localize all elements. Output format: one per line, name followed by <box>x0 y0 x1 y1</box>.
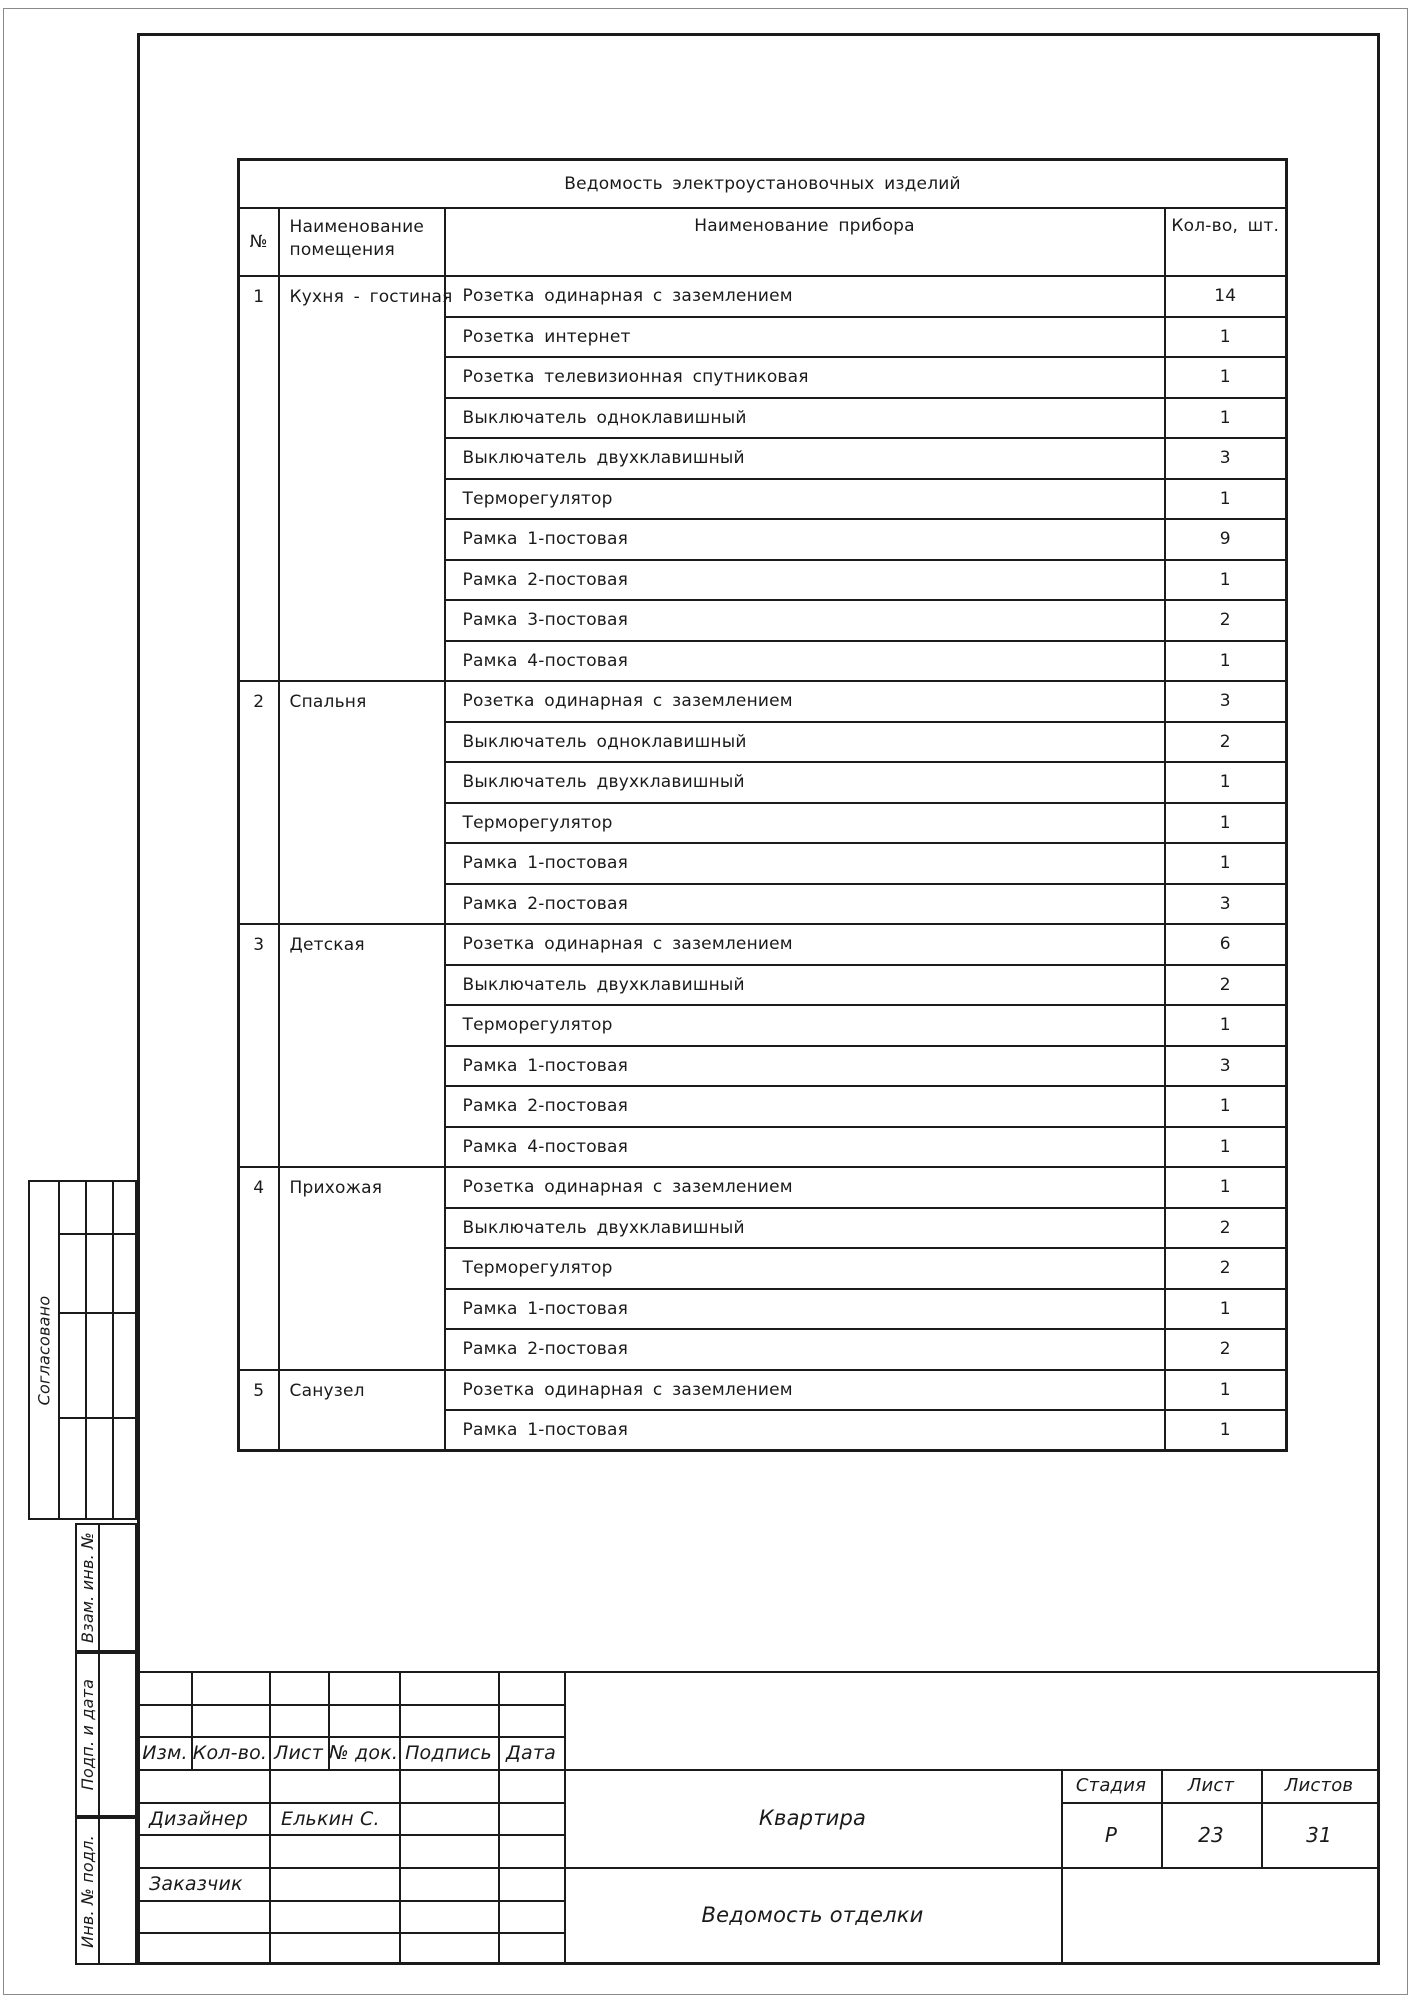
device-name: Рамка 4-постовая <box>445 1127 1165 1168</box>
stage-label: Стадия <box>1075 1775 1147 1796</box>
room-name: Прихожая <box>279 1167 445 1370</box>
device-name: Розетка одинарная с заземлением <box>445 276 1165 317</box>
inv-orig-label-box <box>77 1819 98 1963</box>
device-name: Рамка 3-постовая <box>445 600 1165 641</box>
table-row <box>239 1167 1287 1208</box>
device-qty: 14 <box>1165 276 1287 317</box>
device-name: Рамка 2-постовая <box>445 560 1165 601</box>
device-qty: 2 <box>1165 600 1287 641</box>
section-number: 1 <box>239 276 279 681</box>
device-name: Розетка одинарная с заземлением <box>445 681 1165 722</box>
device-qty: 2 <box>1165 1208 1287 1249</box>
device-qty: 1 <box>1165 1167 1287 1208</box>
device-name: Розетка телевизионная спутниковая <box>445 357 1165 398</box>
project-name: Квартира <box>758 1806 867 1830</box>
grid-line <box>139 1704 564 1706</box>
stage-value: Р <box>1104 1822 1118 1847</box>
device-name: Рамка 1-постовая <box>445 519 1165 560</box>
approved-label-box <box>30 1182 58 1518</box>
sheets-label: Листов <box>1284 1775 1354 1796</box>
device-name: Рамка 1-постовая <box>445 1410 1165 1451</box>
device-qty: 1 <box>1165 1410 1287 1451</box>
device-name: Выключатель двухклавишный <box>445 965 1165 1006</box>
section-number: 2 <box>239 681 279 924</box>
rev-col-dok: № док. <box>328 1741 399 1764</box>
sign-date-label: Подп. и дата <box>78 1678 97 1791</box>
room-name: Санузел <box>279 1370 445 1451</box>
device-name: Терморегулятор <box>445 1005 1165 1046</box>
device-qty: 1 <box>1165 1289 1287 1330</box>
device-qty: 3 <box>1165 1046 1287 1087</box>
device-qty: 1 <box>1165 398 1287 439</box>
device-qty: 1 <box>1165 1127 1287 1168</box>
rev-col-kolvo: Кол-во. <box>192 1741 268 1764</box>
rev-col-podpis: Подпись <box>405 1741 492 1764</box>
table-title: Ведомость электроустановочных изделий <box>239 160 1287 209</box>
device-qty: 1 <box>1165 1370 1287 1411</box>
sign-date-block <box>75 1652 137 1817</box>
grid-line <box>98 1819 100 1963</box>
device-qty: 3 <box>1165 681 1287 722</box>
grid-line <box>498 1673 500 1962</box>
room-name: Спальня <box>279 681 445 924</box>
customer-role-label: Заказчик <box>149 1872 243 1895</box>
device-name: Розетка одинарная с заземлением <box>445 1167 1165 1208</box>
device-name: Выключатель двухклавишный <box>445 438 1165 479</box>
rev-col-list: Лист <box>274 1741 323 1764</box>
device-name: Выключатель двухклавишный <box>445 762 1165 803</box>
sheet-label: Лист <box>1187 1775 1235 1796</box>
device-qty: 1 <box>1165 641 1287 682</box>
subst-inv-block <box>75 1523 137 1652</box>
document-title: Ведомость отделки <box>701 1902 924 1927</box>
inv-orig-label: Инв. № подл. <box>78 1834 98 1948</box>
device-name: Терморегулятор <box>445 1248 1165 1289</box>
electrical-fixtures-table <box>237 158 1288 1452</box>
grid-line <box>139 1932 564 1934</box>
device-qty: 1 <box>1165 479 1287 520</box>
device-qty: 1 <box>1165 762 1287 803</box>
table-header-row <box>239 208 1287 276</box>
device-qty: 3 <box>1165 884 1287 925</box>
device-qty: 2 <box>1165 722 1287 763</box>
device-name: Рамка 4-постовая <box>445 641 1165 682</box>
device-name: Розетка одинарная с заземлением <box>445 1370 1165 1411</box>
grid-line <box>399 1673 401 1962</box>
device-qty: 1 <box>1165 843 1287 884</box>
room-name: Детская <box>279 924 445 1167</box>
device-qty: 1 <box>1165 1086 1287 1127</box>
device-name: Рамка 1-постовая <box>445 1289 1165 1330</box>
approved-label: Согласовано <box>34 1295 54 1405</box>
device-qty: 2 <box>1165 965 1287 1006</box>
grid-line <box>269 1673 271 1962</box>
device-name: Терморегулятор <box>445 479 1165 520</box>
room-column-header: Наименование помещения <box>279 208 445 276</box>
section-number: 4 <box>239 1167 279 1370</box>
device-qty: 1 <box>1165 357 1287 398</box>
device-qty: 2 <box>1165 1248 1287 1289</box>
device-name: Выключатель одноклавишный <box>445 398 1165 439</box>
device-name: Рамка 1-постовая <box>445 1046 1165 1087</box>
grid-line <box>58 1417 135 1419</box>
approval-block <box>28 1180 137 1520</box>
device-name: Рамка 2-постовая <box>445 1086 1165 1127</box>
subst-inv-label-box <box>77 1525 98 1650</box>
section-number: 5 <box>239 1370 279 1451</box>
device-column-header: Наименование прибора <box>445 208 1165 276</box>
device-qty: 3 <box>1165 438 1287 479</box>
table-row <box>239 276 1287 317</box>
table-row <box>239 681 1287 722</box>
grid-line <box>98 1654 100 1815</box>
sheet-number: 23 <box>1198 1822 1224 1847</box>
device-qty: 1 <box>1165 803 1287 844</box>
qty-column-header: Кол-во, шт. <box>1165 208 1287 276</box>
device-qty: 1 <box>1165 1005 1287 1046</box>
device-name: Выключатель двухклавишный <box>445 1208 1165 1249</box>
device-name: Рамка 2-постовая <box>445 884 1165 925</box>
designer-name: Елькин С. <box>281 1807 380 1830</box>
designer-role-label: Дизайнер <box>149 1807 249 1830</box>
sign-date-label-box <box>77 1654 98 1815</box>
title-block <box>137 1671 1380 1965</box>
num-column-header: № <box>239 208 279 276</box>
device-qty: 1 <box>1165 317 1287 358</box>
grid-line <box>58 1233 135 1235</box>
table-body <box>239 276 1287 1451</box>
sheets-total: 31 <box>1306 1822 1332 1847</box>
table-row <box>239 1370 1287 1411</box>
device-qty: 6 <box>1165 924 1287 965</box>
device-name: Розетка интернет <box>445 317 1165 358</box>
grid-line <box>98 1525 100 1650</box>
device-qty: 9 <box>1165 519 1287 560</box>
device-name: Выключатель одноклавишный <box>445 722 1165 763</box>
subst-inv-label: Взам. инв. № <box>78 1531 98 1644</box>
device-qty: 2 <box>1165 1329 1287 1370</box>
section-number: 3 <box>239 924 279 1167</box>
rev-col-izm: Изм. <box>142 1741 188 1764</box>
rev-col-data: Дата <box>506 1741 556 1764</box>
device-name: Рамка 1-постовая <box>445 843 1165 884</box>
room-name: Кухня - гостиная <box>279 276 445 681</box>
device-name: Розетка одинарная с заземлением <box>445 924 1165 965</box>
table-title-row <box>239 160 1287 209</box>
inv-orig-block <box>75 1817 137 1965</box>
device-name: Рамка 2-постовая <box>445 1329 1165 1370</box>
grid-line <box>139 1900 564 1902</box>
device-name: Терморегулятор <box>445 803 1165 844</box>
device-qty: 1 <box>1165 560 1287 601</box>
table-row <box>239 924 1287 965</box>
grid-line <box>58 1312 135 1314</box>
